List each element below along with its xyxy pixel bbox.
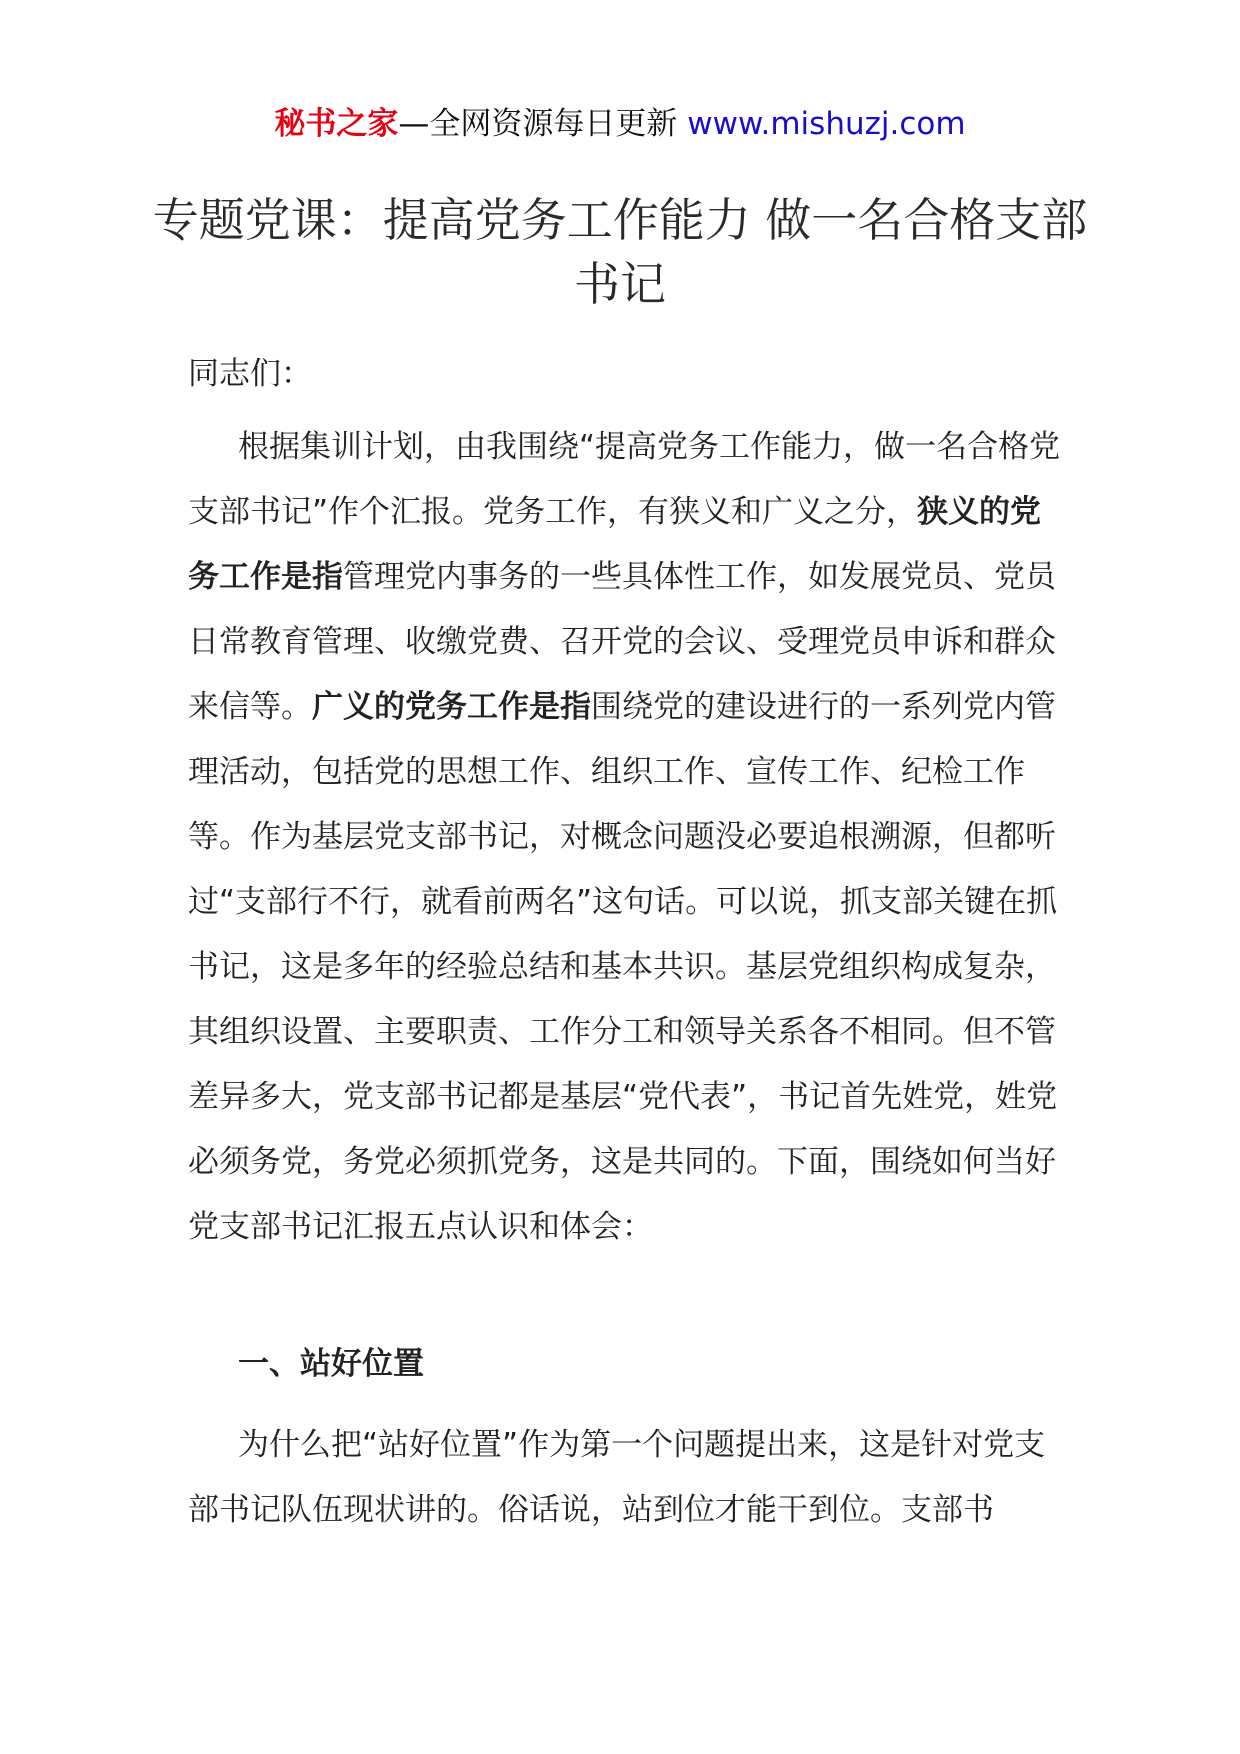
salutation: 同志们： — [188, 356, 312, 392]
section-1-paragraph: 为什么把“站好位置”作为第一个问题提出来，这是针对党支部书记队伍现状讲的。俗话说，站到位才能干到位。支部书 — [188, 1427, 1046, 1528]
narrow-definition-label: 狭义的党务工作是指 — [188, 494, 1042, 595]
intro-text-3: 围绕党的建设进行的一系列党内管理活动，包括党的思想工作、组织工作、宣传工作、纪检工作等。作为基层党支部书记，对概念问题没必要追根溯源，但都听过“支部行不行，就看前两名”这句话。可以说，抓支部关键在抓书记，这是多年的经验总结和基本共识。基层党组织构成复杂，其组织设置、主要职责、工作分工和领导关系各不相同。但不管差异多大，党支部书记都是基层“党代表”，书记首先姓党，姓党必须务党，务党必须抓党务，这是共同的。下面，围绕如何当好党支部书记汇报五点认识和体会： — [188, 689, 1058, 1245]
broad-definition-label: 广义的党务工作是指 — [312, 689, 591, 725]
intro-paragraph — [188, 415, 1068, 1260]
site-brand: 秘书之家 — [274, 106, 399, 142]
site-url-link[interactable]: www.mishuzj.com — [687, 106, 966, 142]
intro-text-2: 管理党内事务的一些具体性工作，如发展党员、党员日常教育管理、收缴党费、召开党的会议、受理党员申诉和群众来信等。 — [188, 559, 1056, 725]
site-header — [0, 100, 1240, 148]
site-tagline: —全网资源每日更新 — [398, 106, 688, 142]
intro-text-1: 根据集训计划，由我围绕“提高党务工作能力，做一名合格党支部书记”作个汇报。党务工作，有狭义和广义之分， — [188, 429, 1061, 530]
document-title: 专题党课：提高党务工作能力 做一名合格支部书记 — [152, 193, 1088, 311]
section-heading-1: 一、站好位置 — [238, 1346, 424, 1382]
